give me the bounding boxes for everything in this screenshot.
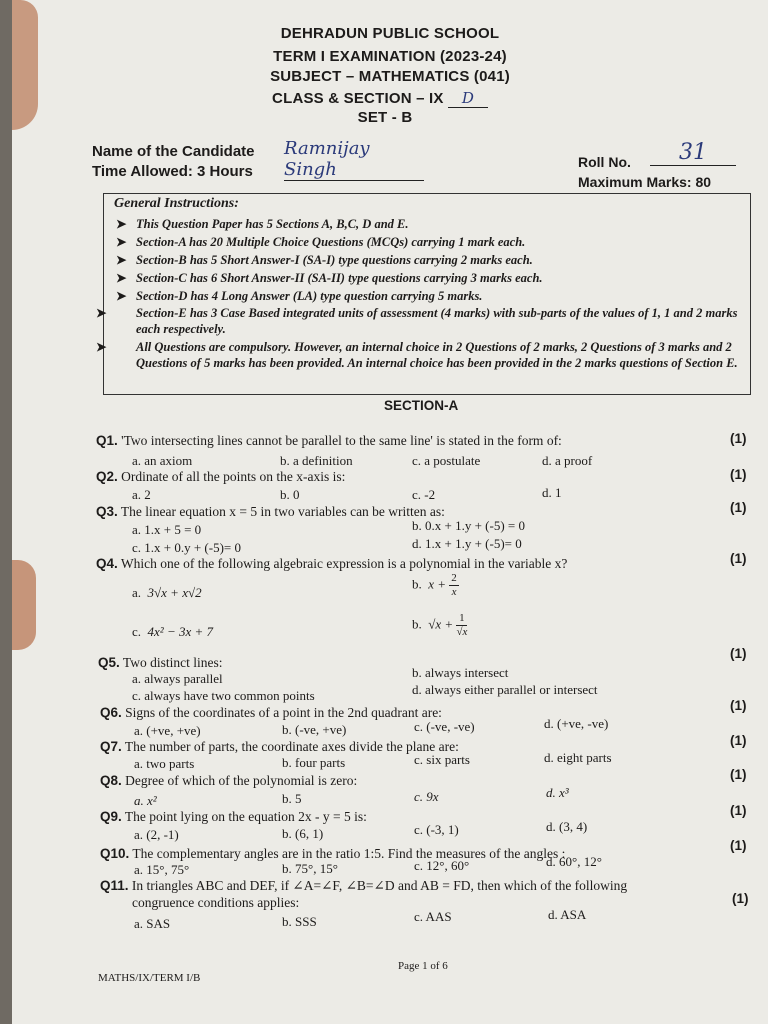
option: c. always have two common points bbox=[132, 688, 315, 703]
instruction-item: ➤ Section-A has 20 Multiple Choice Questions (MCQs) carrying 1 mark each. bbox=[116, 235, 526, 249]
arrow-icon: ➤ bbox=[116, 271, 127, 285]
instructions-box bbox=[96, 193, 751, 395]
instruction-item: ➤ All Questions are compulsory. However, an internal choice in 2 Questions of 2 marks, 2 Questions of 3 marks and 2 Questions of 5 marks has been provided. An internal choice has been provided in the 2 marks questions of Section E. bbox=[96, 340, 738, 370]
option: a. (2, -1) bbox=[134, 827, 179, 842]
option: d. x³ bbox=[546, 785, 569, 800]
option: c. -2 bbox=[412, 487, 436, 502]
question-continued: congruence conditions applies: bbox=[132, 895, 300, 910]
marks: (1) bbox=[730, 646, 747, 661]
option: a. always parallel bbox=[132, 671, 223, 686]
marks: (1) bbox=[732, 891, 749, 906]
question: Q11. In triangles ABC and DEF, if ∠A=∠F, ∠B=∠D and AB = FD, then which of the following bbox=[100, 878, 628, 893]
option: a. x² bbox=[134, 793, 157, 808]
option: d. (3, 4) bbox=[546, 819, 588, 834]
arrow-icon: ➤ bbox=[116, 289, 127, 303]
option: a. 2 bbox=[132, 487, 151, 502]
paper-code: MATHS/IX/TERM I/B bbox=[98, 972, 201, 984]
option: b. √x + $\frac{1}{√x}$ bbox=[412, 612, 468, 638]
arrow-icon: ➤ bbox=[96, 306, 107, 320]
option: c. 12°, 60° bbox=[414, 858, 470, 873]
option: d. 60°, 12° bbox=[546, 854, 602, 869]
option: c. AAS bbox=[414, 909, 452, 924]
arrow-icon: ➤ bbox=[116, 217, 127, 231]
option: b. x + $\frac{2}{x}$ bbox=[412, 572, 457, 598]
marks: (1) bbox=[730, 467, 747, 482]
exam-paper bbox=[12, 0, 768, 1024]
arrow-icon: ➤ bbox=[96, 340, 107, 354]
option: d. 1 bbox=[542, 485, 562, 500]
option: b. (-ve, +ve) bbox=[282, 722, 347, 737]
marks: (1) bbox=[730, 803, 747, 818]
option: a. 15°, 75° bbox=[134, 862, 190, 877]
option: d. 1.x + 1.y + (-5)= 0 bbox=[412, 536, 522, 551]
option: c. six parts bbox=[414, 752, 470, 767]
instruction-item: ➤ Section-C has 6 Short Answer-II (SA-II) type questions carrying 3 marks each. bbox=[116, 271, 543, 285]
option: b. SSS bbox=[282, 914, 317, 929]
exam-title: TERM I EXAMINATION (2023-24) bbox=[273, 48, 507, 65]
subject-title: SUBJECT – MATHEMATICS (041) bbox=[270, 68, 510, 85]
option: c. 1.x + 0.y + (-5)= 0 bbox=[132, 540, 242, 555]
option: a. 3√x + x√2 bbox=[132, 585, 202, 600]
section-title: SECTION-A bbox=[384, 398, 459, 413]
option: b. a definition bbox=[280, 453, 353, 468]
candidate-name-label: Name of the Candidate bbox=[92, 143, 255, 160]
question: Q6. Signs of the coordinates of a point in the 2nd quadrant are: bbox=[100, 705, 442, 720]
roll-value: 31 bbox=[650, 140, 736, 166]
question: Q1. 'Two intersecting lines cannot be parallel to the same line' is stated in the form of: bbox=[96, 433, 562, 448]
option: a. an axiom bbox=[132, 453, 193, 468]
marks: (1) bbox=[730, 500, 747, 515]
instruction-item: ➤ Section-D has 4 Long Answer (LA) type question carrying 5 marks. bbox=[116, 289, 483, 303]
maximum-marks: Maximum Marks: 80 bbox=[578, 174, 712, 190]
option: b. 0.x + 1.y + (-5) = 0 bbox=[412, 518, 525, 533]
option: c. 9x bbox=[414, 789, 439, 804]
marks: (1) bbox=[730, 838, 747, 853]
instructions-title: General Instructions: bbox=[114, 196, 239, 211]
question: Q5. Two distinct lines: bbox=[98, 655, 223, 670]
candidate-name-value: Ramnijay Singh bbox=[284, 138, 424, 181]
instruction-item: ➤ Section-B has 5 Short Answer-I (SA-I) type questions carrying 2 marks each. bbox=[116, 253, 533, 267]
option: c. 4x² − 3x + 7 bbox=[132, 624, 214, 639]
marks: (1) bbox=[730, 698, 747, 713]
school-name: DEHRADUN PUBLIC SCHOOL bbox=[280, 25, 500, 42]
option: d. ASA bbox=[548, 907, 587, 922]
marks: (1) bbox=[730, 431, 747, 446]
question: Q10. The complementary angles are in the ratio 1:5. Find the measures of the angles : bbox=[100, 846, 566, 861]
instruction-item: ➤ Section-E has 3 Case Based integrated units of assessment (4 marks) with sub-parts of the values of 1, 1 and 2 marks each respectively. bbox=[96, 306, 738, 336]
option: b. always intersect bbox=[412, 665, 509, 680]
question: Q2. Ordinate of all the points on the x-axis is: bbox=[96, 469, 346, 484]
option: a. SAS bbox=[134, 916, 171, 931]
question: Q8. Degree of which of the polynomial is zero: bbox=[100, 773, 358, 788]
question: Q4. Which one of the following algebraic expression is a polynomial in the variable x? bbox=[96, 556, 568, 571]
question: Q7. The number of parts, the coordinate axes divide the plane are: bbox=[100, 739, 459, 754]
option: c. a postulate bbox=[412, 453, 481, 468]
option: b. 0 bbox=[280, 487, 300, 502]
option: a. two parts bbox=[134, 756, 195, 771]
page-number: Page 1 of 6 bbox=[398, 960, 448, 972]
option: d. always either parallel or intersect bbox=[412, 682, 598, 697]
option: d. (+ve, -ve) bbox=[544, 716, 609, 731]
marks: (1) bbox=[730, 733, 747, 748]
marks: (1) bbox=[730, 767, 747, 782]
option: d. eight parts bbox=[544, 750, 612, 765]
set-label: SET - B bbox=[357, 109, 413, 126]
option: b. 75°, 15° bbox=[282, 861, 338, 876]
time-allowed: Time Allowed: 3 Hours bbox=[92, 163, 253, 180]
option: b. (6, 1) bbox=[282, 826, 324, 841]
option: d. a proof bbox=[542, 453, 593, 468]
question: Q3. The linear equation x = 5 in two variables can be written as: bbox=[96, 504, 445, 519]
marks: (1) bbox=[730, 551, 747, 566]
class-section: CLASS & SECTION – IX D bbox=[2, 89, 758, 108]
instruction-item: ➤ This Question Paper has 5 Sections A, B,C, D and E. bbox=[116, 217, 409, 231]
arrow-icon: ➤ bbox=[116, 253, 127, 267]
arrow-icon: ➤ bbox=[116, 235, 127, 249]
option: a. (+ve, +ve) bbox=[134, 723, 201, 738]
finger bbox=[12, 560, 36, 650]
option: a. 1.x + 5 = 0 bbox=[132, 522, 202, 537]
option: b. 5 bbox=[282, 791, 302, 806]
roll-label: Roll No. bbox=[578, 154, 631, 170]
option: c. (-3, 1) bbox=[414, 822, 459, 837]
class-value: D bbox=[448, 89, 488, 108]
option: b. four parts bbox=[282, 755, 346, 770]
option: c. (-ve, -ve) bbox=[414, 719, 475, 734]
question: Q9. The point lying on the equation 2x - y = 5 is: bbox=[100, 809, 367, 824]
